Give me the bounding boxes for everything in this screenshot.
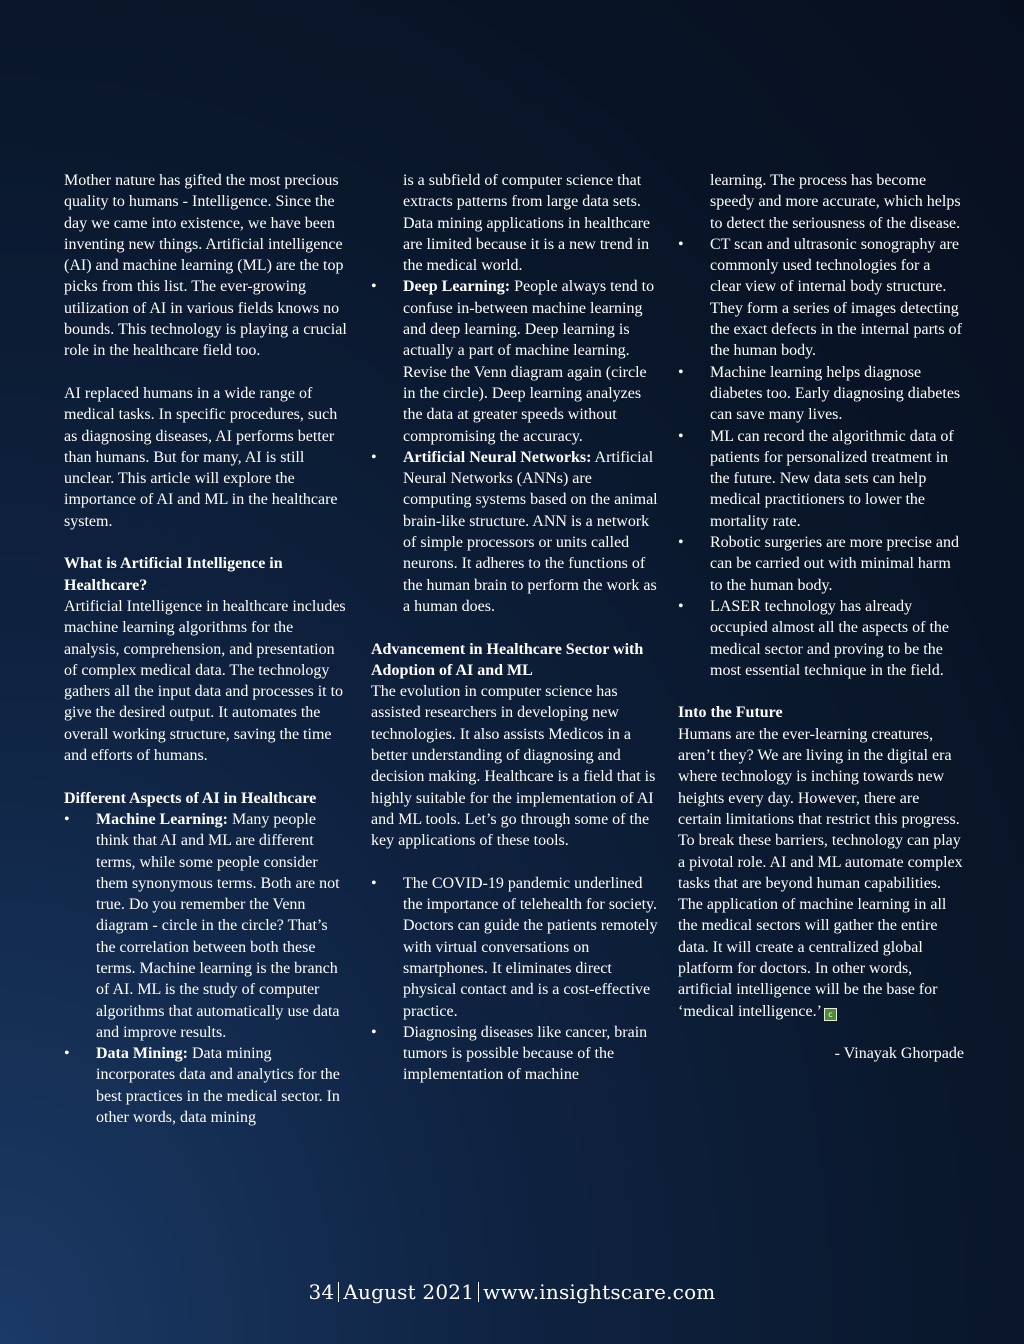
paragraph: Artificial Intelligence in healthcare includes machine learning algorithms for the analysis, comprehension, and presentation of complex medical data. The technology gathers all the input data and processes it to give the desired output. It automates the overall working structure, saving the time and efforts of humans. <box>64 597 346 765</box>
term-description: Artificial Neural Networks (ANNs) are computing systems based on the animal brain-like structure. ANN is a network of simple processors or units called neurons. It adheres to the functions of the human brain to perform the work as a human does. <box>403 448 658 615</box>
term-label: Machine Learning: <box>96 810 228 828</box>
issue-date: August 2021 <box>343 1280 475 1304</box>
list-item-continued: learning. The process has become speedy and more accurate, which helps to detect the seriousness of the disease. <box>710 172 961 232</box>
term-description: People always tend to confuse in-between machine learning and deep learning. Deep learning is actually a part of machine learning. Revise the Venn diagram again (circle in the circle). Deep learning analyzes the data at greater speeds without compromising the accuracy. <box>403 278 655 445</box>
paragraph: AI replaced humans in a wide range of medical tasks. In specific procedures, such as diagnosing diseases, AI performs better than humans. But for many, AI is still unclear. This article will explore the importance of AI and ML in the healthcare system. <box>64 384 338 530</box>
list-item <box>64 1043 348 1128</box>
divider <box>478 1282 479 1302</box>
list-item: • LASER technology has already occupied almost all the aspects of the medical sector and proving to be the most essential technique in the field. <box>678 596 964 681</box>
paragraph: The evolution in computer science has assisted researchers in developing new technologies. It also assists Medicos in a better understanding of diagnosing and decision making. Healthcare is a field that is highly suitable for the implementation of AI and ML tools. Let’s go through some of the key applications of these tools. <box>371 683 656 850</box>
aspects-list <box>64 809 348 1128</box>
list-item: • Diagnosing diseases like cancer, brain tumors is possible because of the implementation of machine <box>371 1022 659 1086</box>
website-link[interactable]: www.insightscare.com <box>483 1280 716 1304</box>
list-item: • CT scan and ultrasonic sonography are commonly used technologies for a clear view of internal body structure. They form a series of images detecting the exact defects in the internal parts of the human body. <box>678 234 964 362</box>
term-description: Data mining incorporates data and analytics for the best practices in the medical sector. In other words, data mining <box>96 1045 340 1127</box>
divider <box>338 1282 339 1302</box>
aspects-list-continued <box>371 170 659 617</box>
closing-paragraph <box>678 724 964 1022</box>
list-item: • The COVID-19 pandemic underlined the importance of telehealth for society. Doctors can guide the patients remotely with virtual conversations on smartphones. It eliminates direct physical contact and is a cost-effective practice. <box>371 873 659 1022</box>
list-item: • Machine learning helps diagnose diabetes too. Early diagnosing diabetes can save many lives. <box>678 362 964 426</box>
section-heading: Different Aspects of AI in Healthcare <box>64 789 317 807</box>
end-mark-icon: c <box>824 1008 837 1021</box>
author-signature: - Vinayak Ghorpade <box>834 1045 964 1063</box>
term-label: Artificial Neural Networks: <box>403 448 592 466</box>
term-description: Many people think that AI and ML are different terms, while some people consider them synonymous terms. Both are not true. Do you remember the Venn diagram - circle in the circle? That’s the correlation between both these terms. Machine learning is the branch of AI. ML is the study of computer algorithms that automatically use data and improve results. <box>96 810 340 1041</box>
term-label: Deep Learning: <box>403 278 511 296</box>
applications-list <box>371 873 659 1086</box>
term-label: Data Mining: <box>96 1045 188 1063</box>
list-item-continued: is a subfield of computer science that extracts patterns from large data sets. Data mining applications in healthcare are limited because it is a new trend in the medical world. <box>403 172 651 275</box>
list-item: • Robotic surgeries are more precise and can be carried out with minimal harm to the human body. <box>678 532 964 596</box>
list-item <box>371 276 659 446</box>
column-1 <box>64 170 348 1128</box>
section-heading: What is Artificial Intelligence in Healthcare? <box>64 555 283 594</box>
intro-paragraph: Mother nature has gifted the most precious quality to humans - Intelligence. Since the day we came into existence, we have been inventing new things. Artificial intelligence (AI) and machine learning (ML) are the top picks from this list. The ever-growing utilization of AI in various fields knows no bounds. This technology is playing a crucial role in the healthcare field too. <box>64 172 347 360</box>
column-2 <box>371 170 659 1086</box>
list-item: • ML can record the algorithmic data of patients for personalized treatment in the future. New data sets can help medical practitioners to lower the mortality rate. <box>678 426 964 532</box>
applications-list-continued <box>678 170 964 681</box>
page-number: 34 <box>308 1280 335 1304</box>
list-item <box>371 447 659 617</box>
section-heading: Advancement in Healthcare Sector with Adoption of AI and ML <box>371 640 644 679</box>
closing-text: Humans are the ever-learning creatures, aren’t they? We are living in the digital era where technology is inching towards new heights every day. However, there are certain limitations that restrict this progress. To break these barriers, technology can play a pivotal role. AI and ML automate complex tasks that are beyond human capabilities. The application of machine learning in all the medical sectors will gather the entire data. It will create a centralized global platform for doctors. In other words, artificial intelligence will be the base for ‘medical intelligence.’ <box>678 725 963 1020</box>
list-item <box>64 809 348 1043</box>
column-3 <box>678 170 964 1064</box>
section-heading: Into the Future <box>678 704 783 722</box>
page-footer <box>0 1280 1024 1304</box>
